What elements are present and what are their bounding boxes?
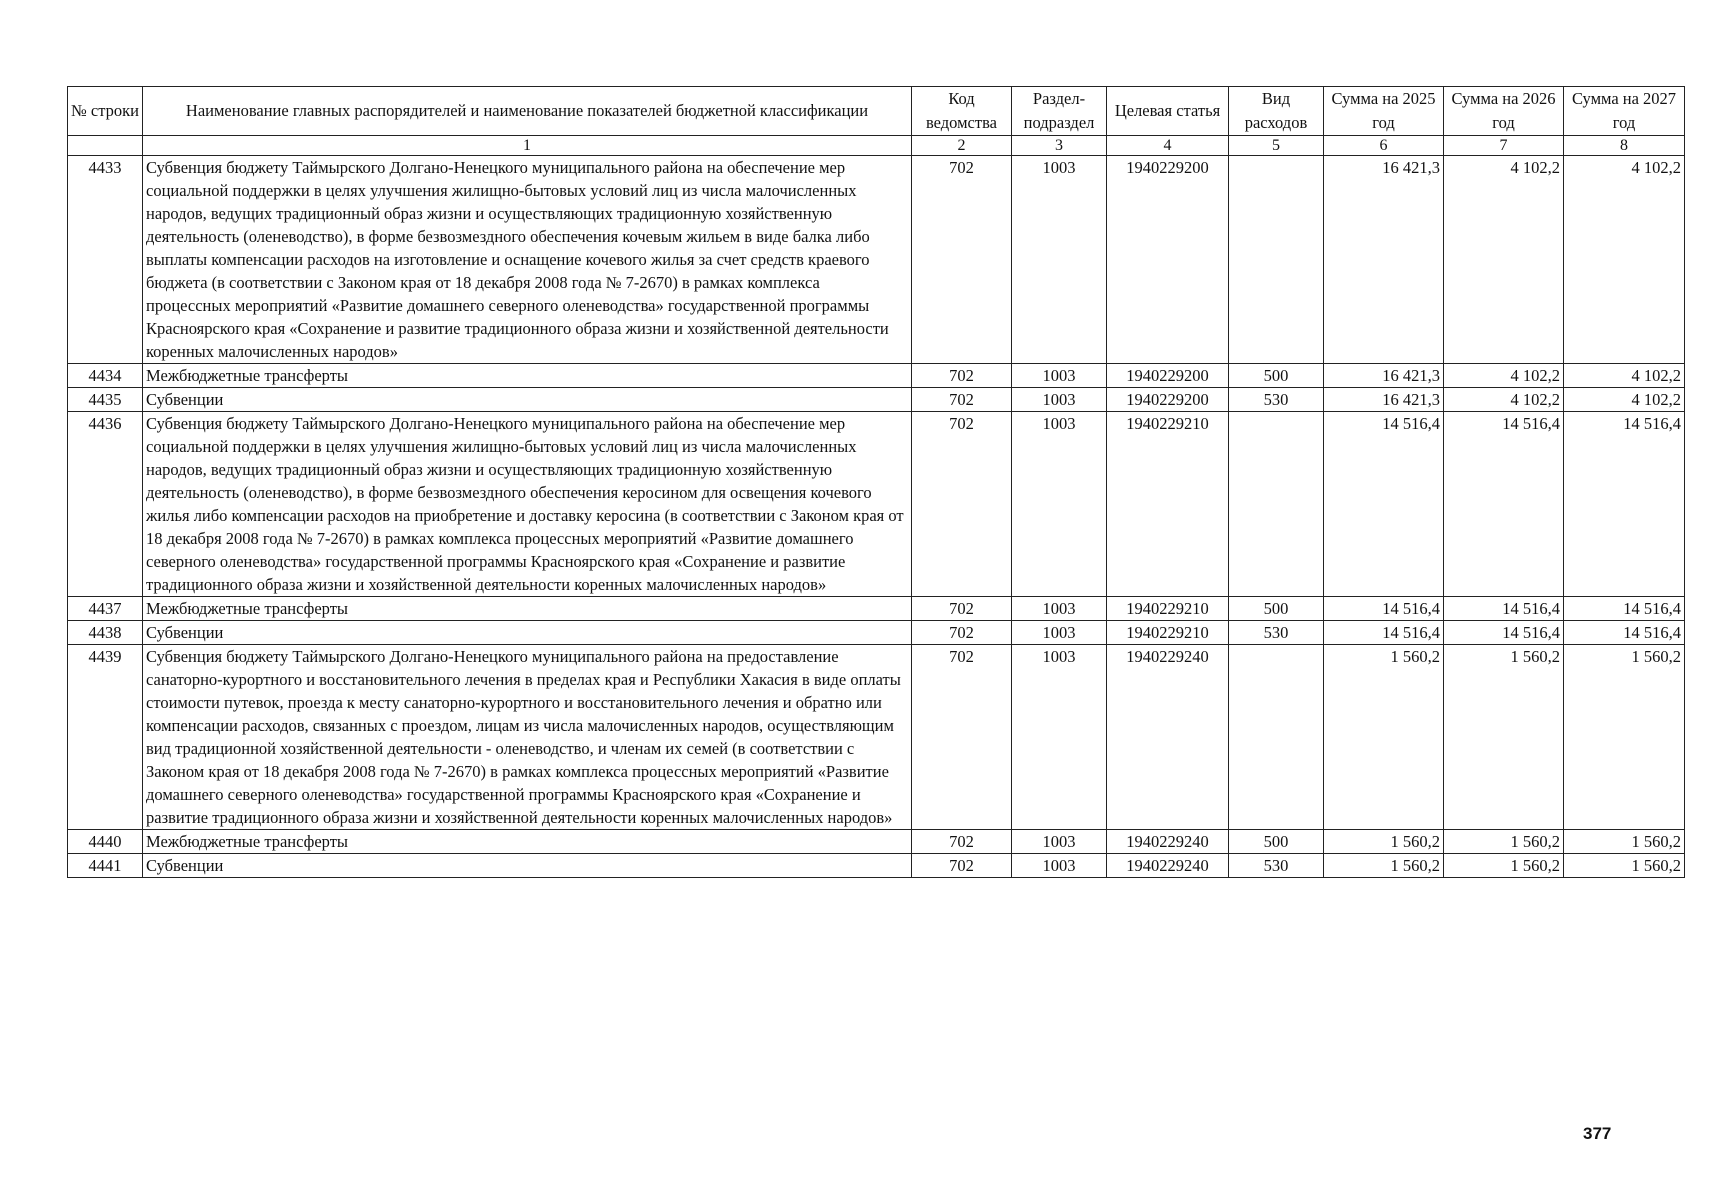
dept-code: 702 bbox=[912, 597, 1012, 621]
table-row bbox=[68, 156, 1685, 364]
section-code: 1003 bbox=[1012, 388, 1107, 412]
sum-2026: 14 516,4 bbox=[1444, 412, 1564, 597]
sum-2027: 14 516,4 bbox=[1564, 412, 1685, 597]
header-sum-2025: Сумма на 2025 год bbox=[1324, 87, 1444, 136]
sum-2027: 1 560,2 bbox=[1564, 830, 1685, 854]
dept-code: 702 bbox=[912, 388, 1012, 412]
header-expense-type: Вид расходов bbox=[1229, 87, 1324, 136]
row-name: Субвенция бюджету Таймырского Долгано-Ненецкого муниципального района на обеспечение мер социальной поддержки в целях улучшения жилищно-бытовых условий лиц из числа малочисленных народов, ведущих традиционный образ жизни и осуществляющих традиционную хозяйственную деятельность (оленеводство), в форме безвозмездного обеспечения керосином для освещения кочевого жилья либо компенсации расходов на приобретение и доставку керосина (в соответствии с Законом края от 18 декабря 2008 года № 7-2670) в рамках комплекса процессных мероприятий «Развитие домашнего северного оленеводства» государственной программы Красноярского края «Сохранение и развитие традиционного образа жизни и хозяйственной деятельности коренных малочисленных народов» bbox=[143, 412, 912, 597]
row-name: Субвенции bbox=[143, 388, 912, 412]
sum-2025: 14 516,4 bbox=[1324, 597, 1444, 621]
column-number: 3 bbox=[1012, 136, 1107, 156]
sum-2025: 1 560,2 bbox=[1324, 830, 1444, 854]
expense-type: 500 bbox=[1229, 364, 1324, 388]
row-number: 4436 bbox=[68, 412, 143, 597]
expense-type bbox=[1229, 412, 1324, 597]
target-code: 1940229210 bbox=[1107, 621, 1229, 645]
dept-code: 702 bbox=[912, 854, 1012, 878]
table-row bbox=[68, 364, 1685, 388]
header-row-no: № строки bbox=[68, 87, 143, 136]
row-name: Субвенции bbox=[143, 854, 912, 878]
target-code: 1940229210 bbox=[1107, 597, 1229, 621]
header-section: Раздел-подраздел bbox=[1012, 87, 1107, 136]
sum-2027: 1 560,2 bbox=[1564, 854, 1685, 878]
row-name: Межбюджетные трансферты bbox=[143, 597, 912, 621]
sum-2027: 14 516,4 bbox=[1564, 597, 1685, 621]
section-code: 1003 bbox=[1012, 830, 1107, 854]
row-name: Субвенции bbox=[143, 621, 912, 645]
sum-2025: 1 560,2 bbox=[1324, 854, 1444, 878]
table-row bbox=[68, 412, 1685, 597]
target-code: 1940229240 bbox=[1107, 854, 1229, 878]
row-number: 4437 bbox=[68, 597, 143, 621]
row-number: 4438 bbox=[68, 621, 143, 645]
expense-type: 530 bbox=[1229, 854, 1324, 878]
dept-code: 702 bbox=[912, 364, 1012, 388]
row-name: Субвенция бюджету Таймырского Долгано-Ненецкого муниципального района на обеспечение мер социальной поддержки в целях улучшения жилищно-бытовых условий лиц из числа малочисленных народов, ведущих традиционный образ жизни и осуществляющих традиционную хозяйственную деятельность (оленеводство), в форме безвозмездного обеспечения кочевым жильем в виде балка либо выплаты компенсации расходов на изготовление и оснащение кочевого жилья за счет средств краевого бюджета (в соответствии с Законом края от 18 декабря 2008 года № 7-2670) в рамках комплекса процессных мероприятий «Развитие домашнего северного оленеводства» государственной программы Красноярского края «Сохранение и развитие традиционного образа жизни и хозяйственной деятельности коренных малочисленных народов» bbox=[143, 156, 912, 364]
section-code: 1003 bbox=[1012, 621, 1107, 645]
row-number: 4439 bbox=[68, 645, 143, 830]
sum-2026: 4 102,2 bbox=[1444, 156, 1564, 364]
sum-2026: 14 516,4 bbox=[1444, 621, 1564, 645]
row-name: Межбюджетные трансферты bbox=[143, 364, 912, 388]
column-number: 4 bbox=[1107, 136, 1229, 156]
dept-code: 702 bbox=[912, 412, 1012, 597]
table-row bbox=[68, 645, 1685, 830]
column-number: 8 bbox=[1564, 136, 1685, 156]
table-row bbox=[68, 621, 1685, 645]
sum-2027: 4 102,2 bbox=[1564, 364, 1685, 388]
column-number: 2 bbox=[912, 136, 1012, 156]
target-code: 1940229240 bbox=[1107, 830, 1229, 854]
column-number-row bbox=[68, 136, 1685, 156]
sum-2027: 4 102,2 bbox=[1564, 156, 1685, 364]
sum-2025: 16 421,3 bbox=[1324, 156, 1444, 364]
sum-2025: 1 560,2 bbox=[1324, 645, 1444, 830]
sum-2026: 4 102,2 bbox=[1444, 388, 1564, 412]
sum-2027: 14 516,4 bbox=[1564, 621, 1685, 645]
section-code: 1003 bbox=[1012, 156, 1107, 364]
target-code: 1940229200 bbox=[1107, 156, 1229, 364]
sum-2025: 16 421,3 bbox=[1324, 364, 1444, 388]
dept-code: 702 bbox=[912, 645, 1012, 830]
table-row bbox=[68, 854, 1685, 878]
sum-2026: 1 560,2 bbox=[1444, 645, 1564, 830]
page-number: 377 bbox=[1583, 1124, 1612, 1143]
sum-2026: 14 516,4 bbox=[1444, 597, 1564, 621]
header-dept-code: Код ведомства bbox=[912, 87, 1012, 136]
section-code: 1003 bbox=[1012, 645, 1107, 830]
dept-code: 702 bbox=[912, 621, 1012, 645]
header-name: Наименование главных распорядителей и наименование показателей бюджетной классификации bbox=[143, 87, 912, 136]
target-code: 1940229200 bbox=[1107, 388, 1229, 412]
row-name: Межбюджетные трансферты bbox=[143, 830, 912, 854]
sum-2027: 1 560,2 bbox=[1564, 645, 1685, 830]
sum-2025: 14 516,4 bbox=[1324, 621, 1444, 645]
expense-type: 530 bbox=[1229, 621, 1324, 645]
row-number: 4435 bbox=[68, 388, 143, 412]
sum-2027: 4 102,2 bbox=[1564, 388, 1685, 412]
dept-code: 702 bbox=[912, 830, 1012, 854]
row-number: 4433 bbox=[68, 156, 143, 364]
table-row bbox=[68, 830, 1685, 854]
table-row bbox=[68, 388, 1685, 412]
section-code: 1003 bbox=[1012, 364, 1107, 388]
sum-2026: 1 560,2 bbox=[1444, 830, 1564, 854]
column-number: 5 bbox=[1229, 136, 1324, 156]
row-number: 4434 bbox=[68, 364, 143, 388]
expense-type bbox=[1229, 156, 1324, 364]
target-code: 1940229200 bbox=[1107, 364, 1229, 388]
table-row bbox=[68, 597, 1685, 621]
sum-2026: 4 102,2 bbox=[1444, 364, 1564, 388]
sum-2025: 16 421,3 bbox=[1324, 388, 1444, 412]
budget-table bbox=[67, 86, 1685, 878]
target-code: 1940229240 bbox=[1107, 645, 1229, 830]
row-number: 4440 bbox=[68, 830, 143, 854]
row-name: Субвенция бюджету Таймырского Долгано-Ненецкого муниципального района на предоставление санаторно-курортного и восстановительного лечения в пределах края и Республики Хакасия в виде оплаты стоимости путевок, проезда к месту санаторно-курортного и восстановительного лечения и обратно или компенсации расходов, связанных с проездом, лицам из числа малочисленных народов, осуществляющим вид традиционной хозяйственной деятельности - оленеводство, и членам их семей (в соответствии с Законом края от 18 декабря 2008 года № 7-2670) в рамках комплекса процессных мероприятий «Развитие домашнего северного оленеводства» государственной программы Красноярского края «Сохранение и развитие традиционного образа жизни и хозяйственной деятельности коренных малочисленных народов» bbox=[143, 645, 912, 830]
section-code: 1003 bbox=[1012, 597, 1107, 621]
header-row bbox=[68, 87, 1685, 136]
dept-code: 702 bbox=[912, 156, 1012, 364]
column-number: 7 bbox=[1444, 136, 1564, 156]
sum-2025: 14 516,4 bbox=[1324, 412, 1444, 597]
header-sum-2027: Сумма на 2027 год bbox=[1564, 87, 1685, 136]
header-sum-2026: Сумма на 2026 год bbox=[1444, 87, 1564, 136]
section-code: 1003 bbox=[1012, 854, 1107, 878]
column-number: 6 bbox=[1324, 136, 1444, 156]
expense-type: 500 bbox=[1229, 830, 1324, 854]
target-code: 1940229210 bbox=[1107, 412, 1229, 597]
header-target: Целевая статья bbox=[1107, 87, 1229, 136]
column-number bbox=[68, 136, 143, 156]
expense-type: 500 bbox=[1229, 597, 1324, 621]
row-number: 4441 bbox=[68, 854, 143, 878]
section-code: 1003 bbox=[1012, 412, 1107, 597]
expense-type: 530 bbox=[1229, 388, 1324, 412]
expense-type bbox=[1229, 645, 1324, 830]
sum-2026: 1 560,2 bbox=[1444, 854, 1564, 878]
column-number: 1 bbox=[143, 136, 912, 156]
